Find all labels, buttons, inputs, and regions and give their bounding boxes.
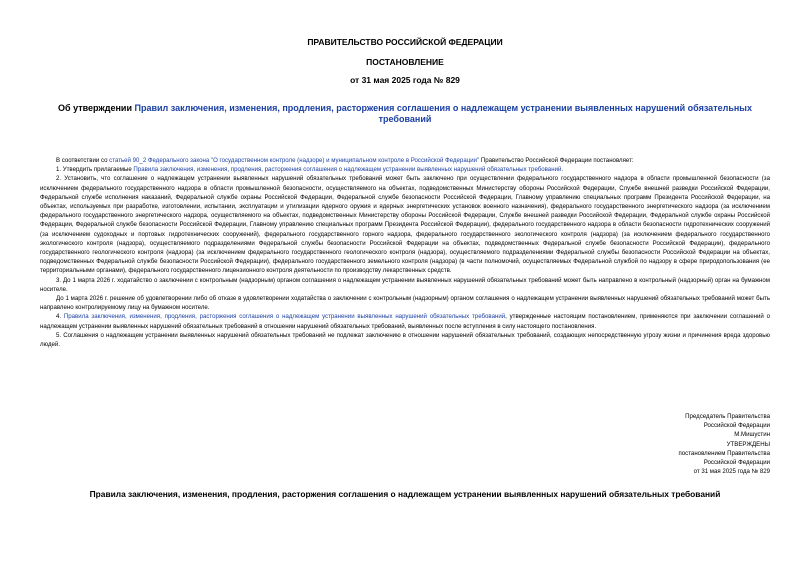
title-prefix: Об утверждении [58, 103, 135, 113]
paragraph-4-text-before: 4. [56, 313, 64, 321]
preamble-text-after: Правительство Российской Федерации постановляет: [479, 157, 634, 164]
paragraph-1 [40, 165, 770, 174]
government-heading: ПРАВИТЕЛЬСТВО РОССИЙСКОЙ ФЕДЕРАЦИИ [307, 37, 503, 47]
rules-heading: Правила заключения, изменения, продления, расторжения соглашения о надлежащем устранении выявленных нарушений обязательных требований [89, 489, 721, 499]
preamble-paragraph [40, 156, 770, 165]
paragraph-4-rules-link[interactable]: Правила заключения, изменения, продления, расторжения соглашения о надлежащем устранении выявленных нарушений обязательных требований [63, 313, 506, 321]
paragraph-5: 5. Соглашения о надлежащем устранении выявленных нарушений обязательных требований не подлежат заключению в отношении нарушений обязательных требований, создающих непосредственную угрозу жизни и причинения вреда здоровью людей. [40, 331, 770, 349]
signature-position: Председатель Правительства [685, 413, 770, 420]
document-title [50, 103, 760, 125]
document-body [40, 156, 770, 349]
document-type-heading: ПОСТАНОВЛЕНИЕ [366, 57, 444, 67]
paragraph-3-continued: До 1 марта 2026 г. решение об удовлетворении либо об отказе в удовлетворении ходатайства о заключении с контрольным (надзорным) органом соглашения о надлежащем устранении выявленных нарушений обязательных требований может быть направлено контролируемому лицу на бумажном носителе. [40, 295, 770, 312]
paragraph-4-text-after: , утвержденные настоящим постановлением, применяются при заключении соглашений о надлежащем устранении выявленных нарушений обязательных требований в отношении нарушений обязательных требований, выявленных после вступления в силу настоящего постановления. [40, 313, 771, 330]
approval-by: постановлением Правительства [678, 449, 770, 457]
approval-organization: Российской Федерации [703, 459, 770, 467]
signature-name: М.Мишустин [734, 431, 770, 439]
approval-date-number: от 31 мая 2025 года № 829 [693, 468, 770, 476]
paragraph-1-text-before: 1. Утвердить прилагаемые [56, 166, 134, 174]
signature-and-approval-block [570, 412, 770, 476]
paragraph-1-text-after: . [561, 166, 564, 174]
federal-law-article-link[interactable]: статьей 90_2 Федерального закона "О государственном контроле (надзоре) и муниципальном контроле в Российской Федерации" [109, 157, 480, 164]
approval-stamp: УТВЕРЖДЕНЫ [726, 440, 770, 448]
preamble-text-before: В соответствии со [56, 157, 110, 164]
document-date-number: от 31 мая 2025 года № 829 [350, 75, 460, 85]
title-rules-link[interactable]: Правил заключения, изменения, продления, расторжения соглашения о надлежащем устранении выявленных нарушений обязательных требований [134, 103, 752, 124]
paragraph-2: 2. Установить, что соглашение о надлежащем устранении выявленных нарушений обязательных требований может быть заключено при осуществлении федерального государственного надзора в области промышленной безопасности (за исключением федерального государственного надзора в области промышленной безопасности, осуществляемого на объектах, подведомственных Министерству обороны Российской Федерации, Службе внешней разведки Российской Федерации, Федеральной службе исполнения наказаний, Федеральной службе охраны Российской Федерации, Федеральной службе безопасности Российской Федерации, Главному управлению специальных программ Президента Российской Федерации, на объектах, используемых при разработке, изготовлении, испытании, эксплуатации и утилизации ядерного оружия и ядерных энергетических установок военного назначения), федерального государственного энергетического надзора (за исключением федерального государственного энергетического надзора, осуществляемого на объектах, подведомственных Министерству обороны Российской Федерации, Службе внешней разведки Российской Федерации, Федеральной службе охраны Российской Федерации, Федеральной службе безопасности Российской Федерации, Главному управлению специальных программ Президента Российской Федерации), федерального государственного надзора в области безопасности гидротехнических сооружений (за исключением судоходных и портовых гидротехнических сооружений), федерального государственного горного надзора, федерального государственного экологического контроля (надзора) (за исключением федерального государственного экологического контроля (надзора), осуществляемого подразделениями Федеральной службы безопасности Российской Федерации на объектах, подведомственных Федеральной службе безопасности Российской Федерации), федерального государственного геологического контроля (надзора) (за исключением федерального государственного геологического контроля (надзора), осуществляемого подразделениями Федеральной службы безопасности Российской Федерации на объектах, подведомственных Федеральной службе безопасности Российской Федерации), федерального государственного земельного контроля (надзора) (в части полномочий, осуществляемых Федеральной службой по надзору в сфере природопользования (ее территориальными органами), федерального государственного лицензионного контроля деятельности по производству лекарственных средств. [40, 175, 770, 275]
paragraph-3: 3. До 1 марта 2026 г. ходатайство о заключении с контрольным (надзорным) органом соглашения о надлежащем устранении выявленных нарушений обязательных требований может быть направлено в контрольный (надзорный) орган на бумажном носителе. [40, 276, 770, 293]
signature-organization: Российской Федерации [703, 422, 770, 430]
paragraph-1-rules-link[interactable]: Правила заключения, изменения, продления, расторжения соглашения о надлежащем устранении выявленных нарушений обязательных требований [133, 166, 562, 174]
paragraph-4 [40, 312, 770, 330]
